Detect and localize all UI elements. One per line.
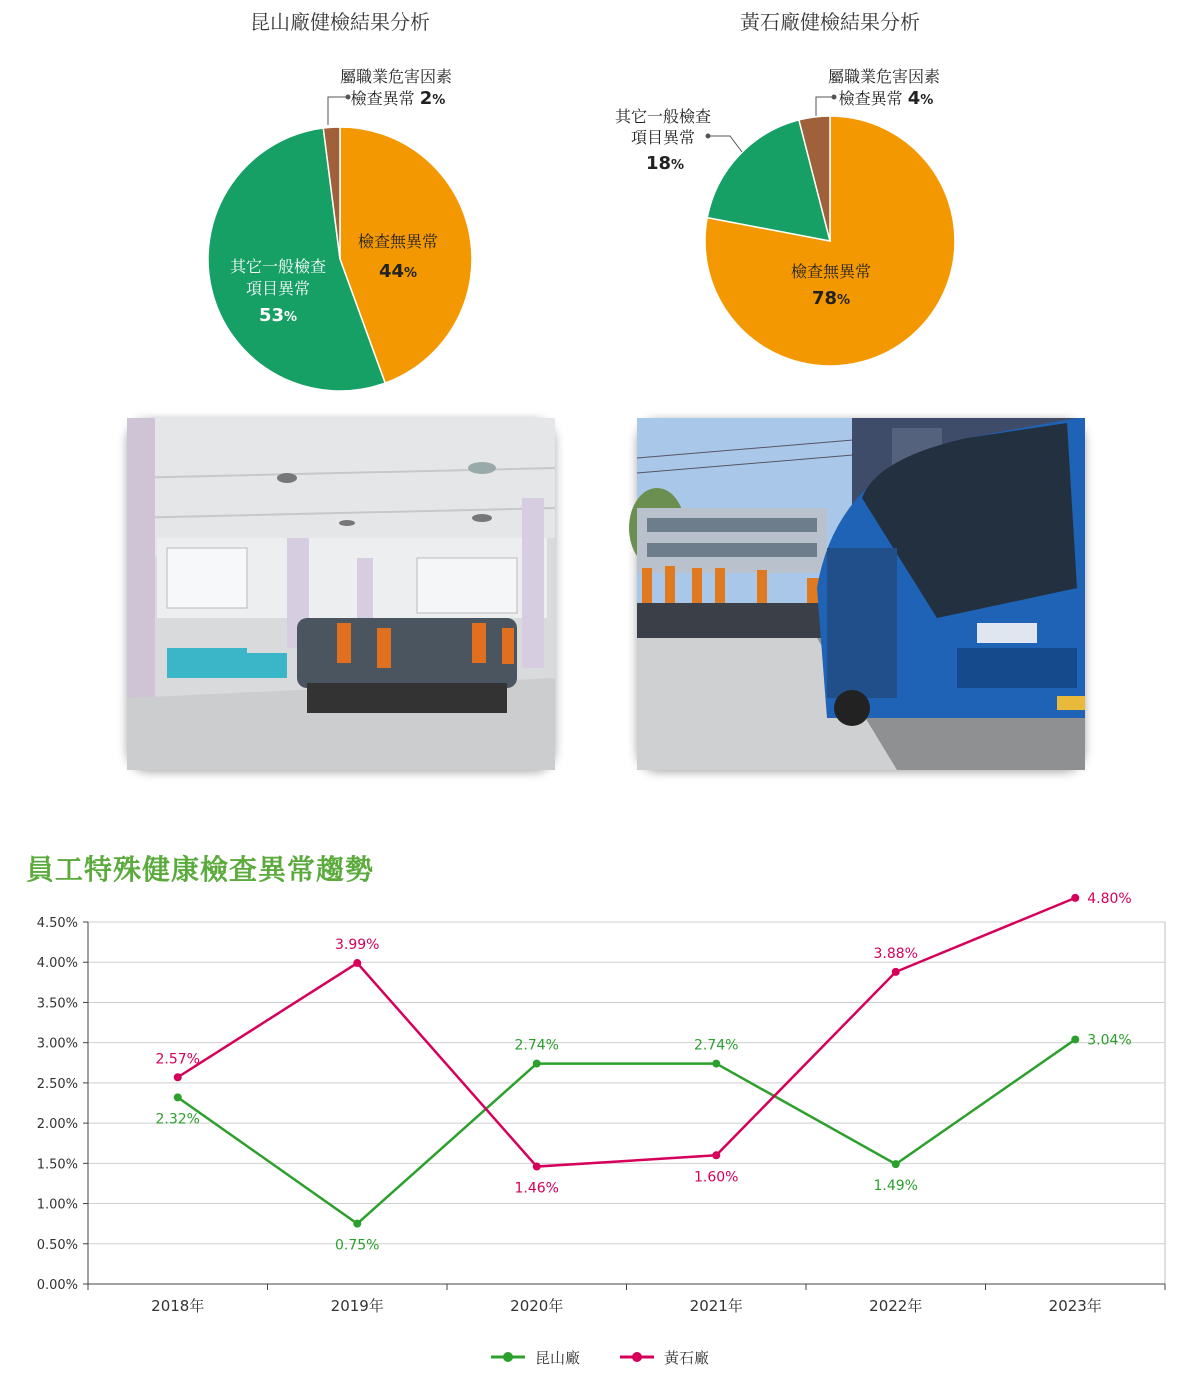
pie-title-huangshi: 黃石廠健檢結果分析 [740, 10, 920, 34]
pie-title-kunshan: 昆山廠健檢結果分析 [250, 10, 430, 34]
pie0-occ-leader [328, 97, 348, 125]
data-label: 2.74% [694, 1037, 739, 1054]
data-point [1071, 1035, 1079, 1043]
x-tick-label: 2023年 [1048, 1297, 1102, 1315]
data-label: 2.32% [155, 1111, 200, 1128]
legend-item-kunshan [491, 1342, 580, 1372]
y-tick-label: 0.00% [36, 1278, 78, 1293]
chart-grid [88, 922, 1165, 1284]
legend-marker-kunshan [491, 1350, 525, 1364]
x-tick-label: 2022年 [869, 1297, 923, 1315]
y-tick-label: 1.00% [36, 1197, 78, 1213]
pie1-normal-pct: 78% [811, 288, 851, 309]
trend-section-title: 員工特殊健康檢查異常趨勢 [26, 853, 375, 886]
pie0-other-label-1: 其它一般檢查 [229, 257, 327, 276]
series-line [178, 1039, 1076, 1223]
y-tick-label: 4.50% [36, 916, 78, 931]
data-point [533, 1060, 541, 1068]
legend-marker-huangshi [620, 1350, 654, 1364]
data-point [892, 1160, 900, 1168]
y-tick-label: 3.00% [36, 1036, 78, 1052]
legend-item-huangshi [620, 1342, 709, 1372]
y-tick-label: 4.00% [36, 956, 78, 972]
data-label: 1.49% [873, 1178, 918, 1195]
data-point [533, 1163, 541, 1171]
data-label: 2.57% [155, 1051, 200, 1068]
x-tick-label: 2020年 [510, 1297, 564, 1315]
legend-label-huangshi: 黃石廠 [664, 1348, 710, 1367]
pie0-normal-label: 檢查無異常 [357, 232, 439, 251]
pie1-occ-label-2: 檢查異常 4% [838, 88, 934, 109]
y-tick-label: 0.50% [36, 1237, 78, 1253]
pie1-occ-leader [816, 97, 834, 116]
y-tick-label: 2.50% [36, 1076, 78, 1092]
data-label: 1.60% [694, 1169, 739, 1186]
legend-label-kunshan: 昆山廠 [534, 1348, 580, 1367]
data-point [892, 968, 900, 976]
pie1-occ-label-1: 屬職業危害因素 [827, 67, 941, 86]
pie0-normal-pct: 44% [378, 261, 418, 282]
series-line [178, 898, 1076, 1167]
y-tick-label: 1.50% [36, 1157, 78, 1173]
data-point [1071, 894, 1079, 902]
data-point [353, 1220, 361, 1228]
pie0-occ-label-2: 檢查異常 2% [350, 88, 446, 109]
chart-axes [37, 916, 1165, 1315]
trend-line-chart [0, 890, 1200, 1330]
y-tick-label: 2.00% [36, 1117, 78, 1133]
data-point [712, 1151, 720, 1159]
data-point [174, 1073, 182, 1081]
data-label: 4.80% [1087, 890, 1132, 907]
photo-health-check-hall [127, 418, 555, 770]
data-label: 1.46% [514, 1180, 559, 1197]
data-label: 2.74% [514, 1037, 559, 1054]
x-tick-label: 2021年 [689, 1297, 743, 1315]
photo-bus [637, 418, 1085, 770]
pie0-occ-label-1: 屬職業危害因素 [339, 67, 453, 86]
pie1-other-label-1: 其它一般檢查 [614, 107, 712, 126]
data-label: 3.99% [335, 937, 380, 954]
pie0-other-pct: 53% [258, 305, 298, 326]
y-tick-label: 3.50% [36, 996, 78, 1012]
data-label: 3.88% [873, 945, 918, 962]
chart-labels [156, 891, 1132, 1254]
data-point [174, 1093, 182, 1101]
data-label: 3.04% [1087, 1032, 1132, 1049]
plot-frame [88, 922, 1165, 1284]
pie-charts [0, 40, 1200, 410]
data-point [353, 959, 361, 967]
pie0-other-label-2: 項目異常 [245, 279, 311, 298]
data-label: 0.75% [335, 1237, 380, 1254]
pie-chart-huangshi [705, 116, 955, 366]
pie1-other-label-2: 項目異常 [630, 128, 696, 147]
data-point [712, 1060, 720, 1068]
chart-series [174, 894, 1080, 1228]
x-tick-label: 2018年 [151, 1297, 205, 1315]
chart-legend [0, 1342, 1200, 1372]
pie1-other-leader [708, 136, 742, 152]
pie1-other-pct: 18% [645, 153, 685, 174]
pie1-normal-label: 檢查無異常 [790, 262, 872, 281]
x-tick-label: 2019年 [330, 1297, 384, 1315]
